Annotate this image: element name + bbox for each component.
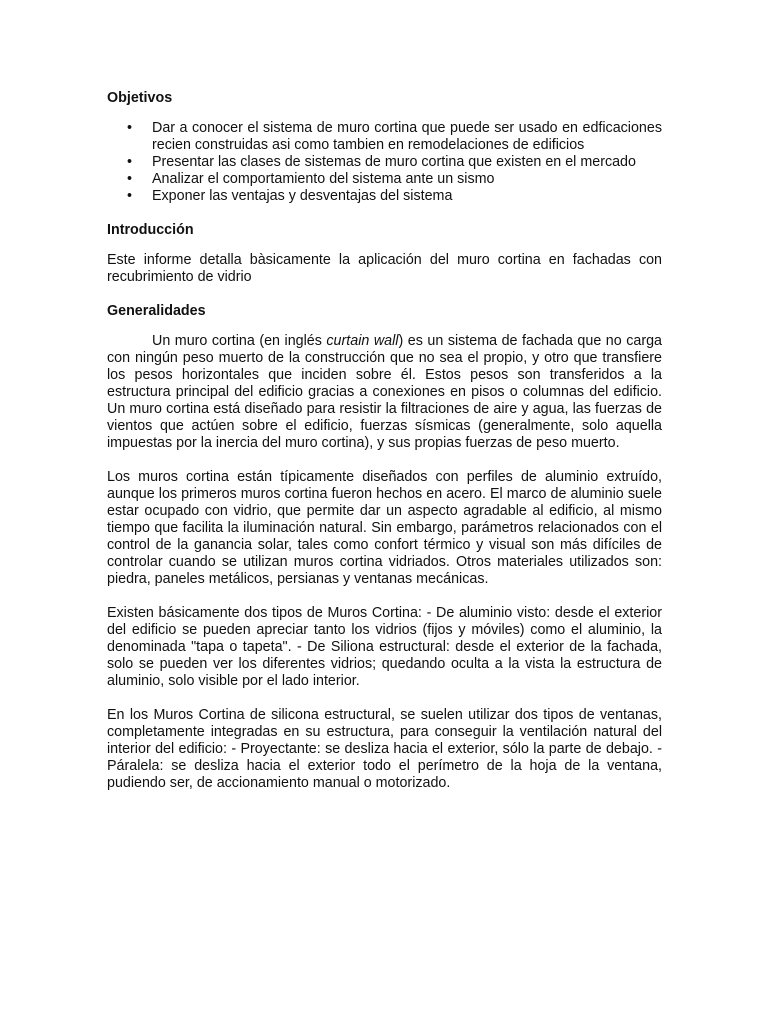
bullet-icon: • (127, 154, 133, 170)
objetivos-list (107, 120, 662, 205)
introduccion-paragraph: Este informe detalla bàsicamente la aplicación del muro cortina en fachadas con recubrimiento de vidrio (107, 252, 662, 285)
objetivo-text: Exponer las ventajas y desventajas del sistema (152, 188, 453, 204)
objetivo-text: Dar a conocer el sistema de muro cortina que puede ser usado en edficaciones recien construidas asi como tambien en remodelaciones de edificios (152, 120, 662, 153)
generalidades-paragraph-1 (107, 333, 662, 452)
bullet-icon: • (127, 188, 133, 204)
paragraph-text: Un muro cortina (en inglés (152, 333, 327, 349)
introduccion-heading: Introducción (107, 222, 194, 238)
objetivo-item (107, 120, 662, 154)
objetivo-item (107, 154, 662, 171)
objetivo-item (107, 188, 662, 205)
generalidades-paragraph-4: En los Muros Cortina de silicona estructural, se suelen utilizar dos tipos de ventanas, completamente integradas en su estructura, para conseguir la ventilación natural del interior del edificio: - Proyectante: se desliza hacia el exterior, sólo la parte de debajo. - Páralela: se desliza hacia el exterior todo el perímetro de la hoja de la ventana, pudiendo ser, de accionamiento manual o motorizado. (107, 707, 662, 791)
italic-term: curtain wall (326, 333, 399, 349)
generalidades-paragraph-3: Existen básicamente dos tipos de Muros Cortina: - De aluminio visto: desde el exterior del edificio se pueden apreciar tanto los vidrios (fijos y móviles) como el aluminio, la denominada "tapa o tapeta". - De Siliona estructural: desde el exterior de la fachada, solo se pueden ver los diferentes vidrios; quedando oculta a la vista la estructura de aluminio, solo visible por el lado interior. (107, 605, 662, 689)
generalidades-paragraph-2: Los muros cortina están típicamente diseñados con perfiles de aluminio extruído, aunque los primeros muros cortina fueron hechos en acero. El marco de aluminio suele estar ocupado con vidrio, que permite dar un aspecto agradable al edificio, al mismo tiempo que facilita la iluminación natural. Sin embargo, parámetros relacionados con el control de la ganancia solar, tales como confort térmico y visual son más difíciles de controlar cuando se utilizan muros cortina vidriados. Otros materiales utilizados son: piedra, paneles metálicos, persianas y ventanas mecánicas. (107, 469, 662, 587)
objetivos-heading: Objetivos (107, 90, 173, 106)
bullet-icon: • (127, 171, 133, 187)
objetivo-item (107, 171, 662, 188)
objetivo-text: Presentar las clases de sistemas de muro cortina que existen en el mercado (152, 154, 636, 170)
document-page (107, 86, 662, 792)
generalidades-heading: Generalidades (107, 303, 206, 319)
bullet-icon: • (127, 120, 133, 136)
objetivo-text: Analizar el comportamiento del sistema ante un sismo (152, 171, 495, 187)
paragraph-text: ) es un sistema de fachada que no carga con ningún peso muerto de la construcción que no sea el propio, y otro que transfiere los pesos horizontales que inciden sobre él. Estos pesos son transferidos a la estructura principal del edificio gracias a conexiones en pisos o columnas del edificio. Un muro cortina está diseñado para resistir la filtraciones de aire y agua, las fuerzas de vientos que actúen sobre el edificio, fuerzas sísmicas (generalmente, solo aquella impuestas por la inercia del muro cortina), y sus propias fuerzas de peso muerto. (107, 333, 663, 451)
